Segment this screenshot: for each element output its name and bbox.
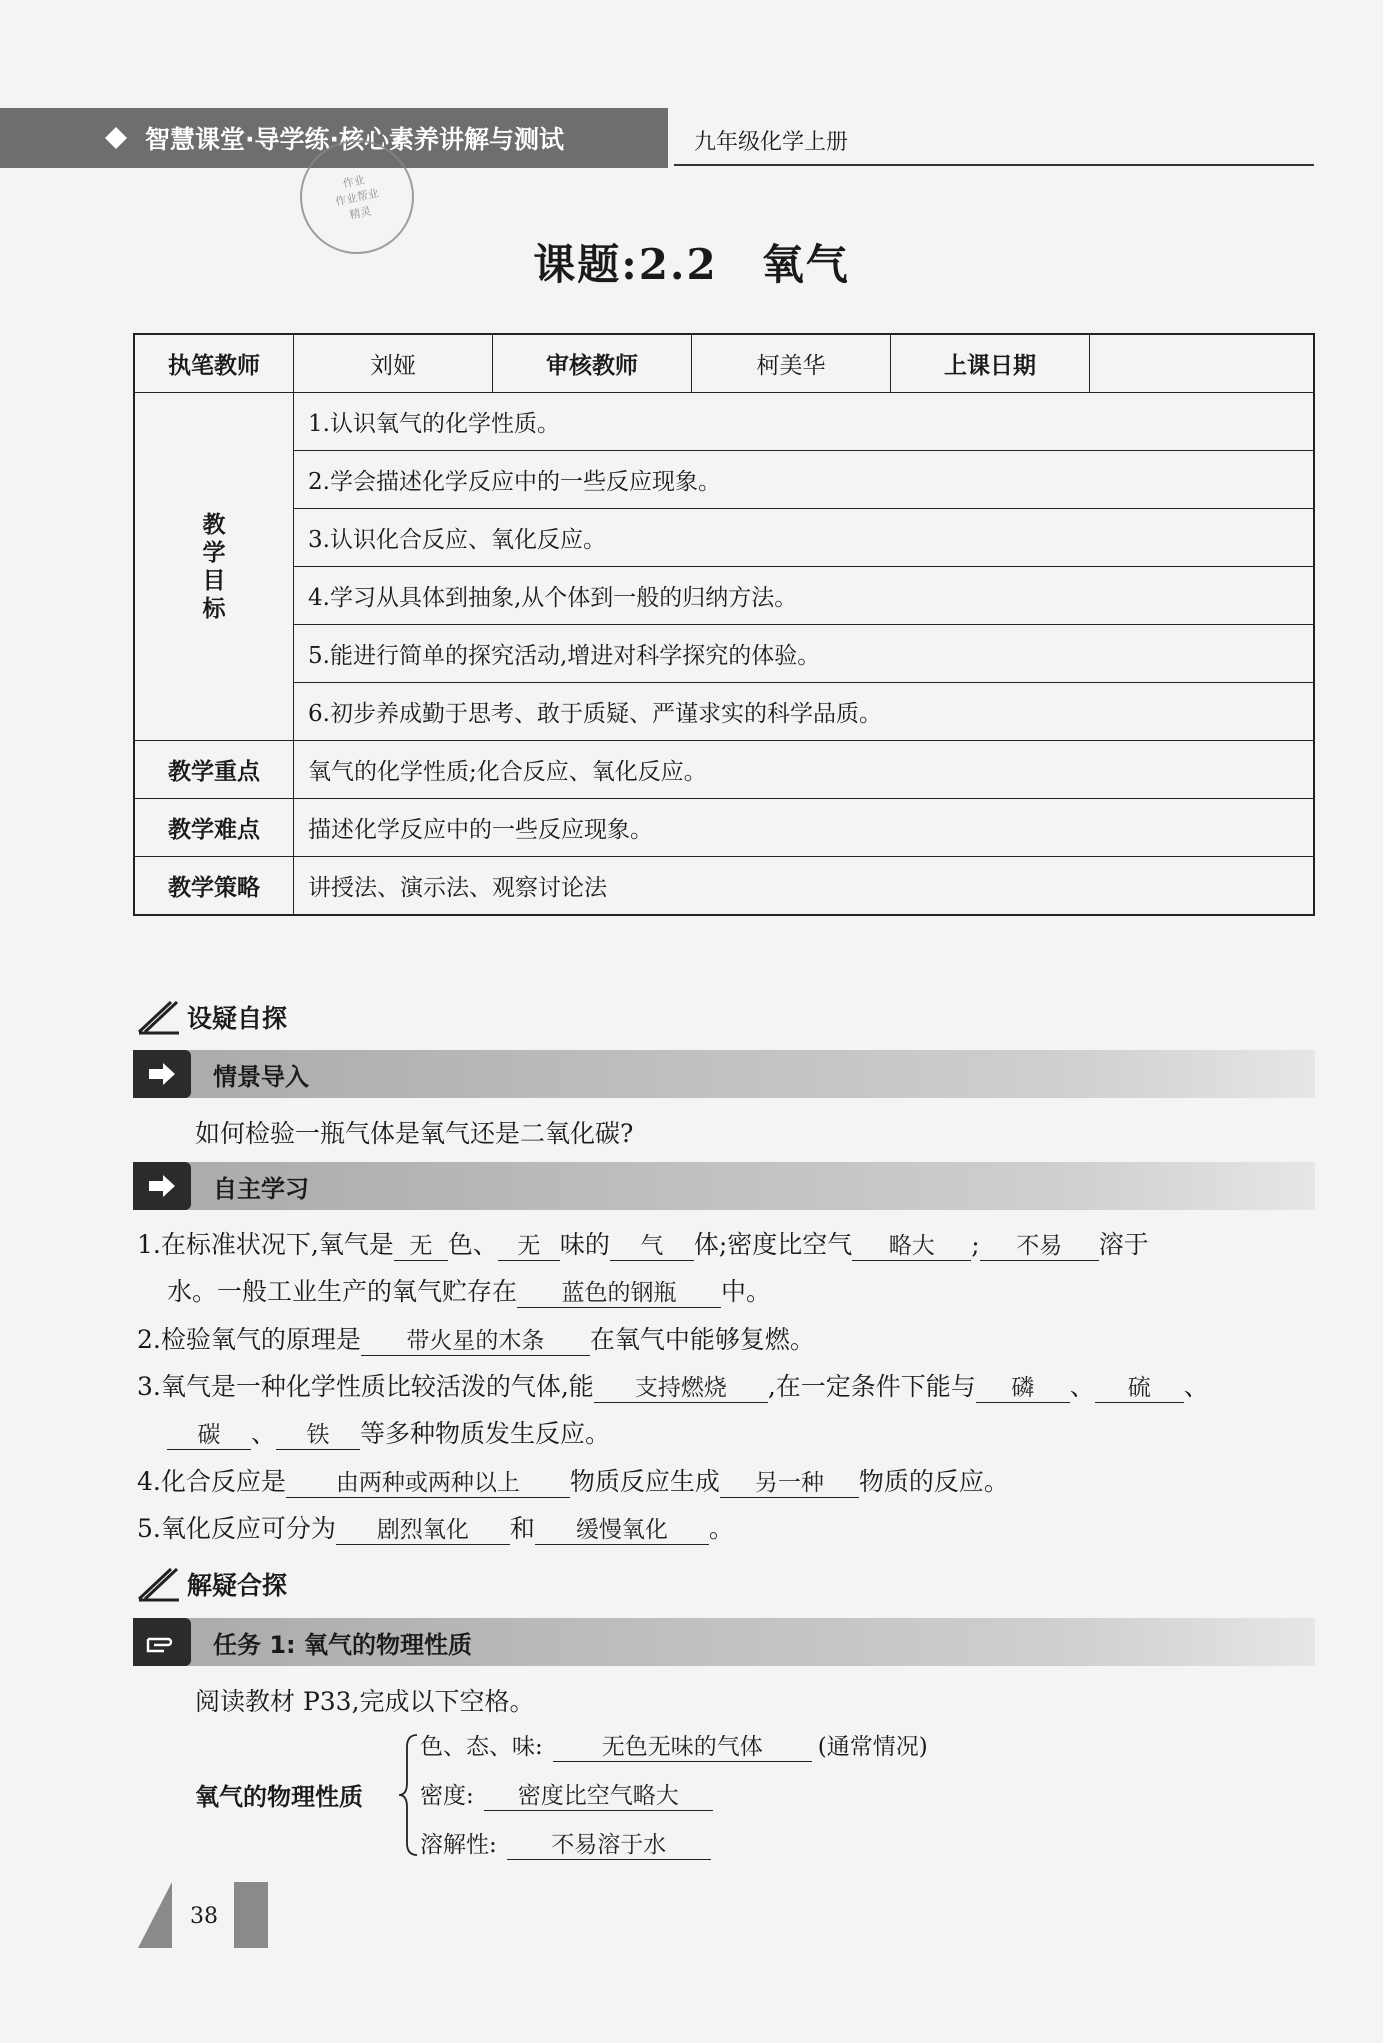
pencil-icon: [137, 998, 181, 1036]
answer-blank[interactable]: 气: [610, 1227, 694, 1261]
answer-blank[interactable]: 不易: [980, 1227, 1099, 1261]
answer-blank[interactable]: 缓慢氧化: [535, 1511, 709, 1545]
key-points-value: 氧气的化学性质;化合反应、氧化反应。: [294, 741, 1315, 799]
section-heading-solve: 解疑合探: [137, 1565, 287, 1603]
difficulty-label: 教学难点: [134, 799, 294, 857]
date-label: 上课日期: [891, 334, 1090, 393]
property-density: 密度: 密度比空气略大: [420, 1777, 713, 1811]
self-study-bar: 自主学习: [133, 1162, 1315, 1210]
goal-item: 2.学会描述化学反应中的一些反应现象。: [294, 451, 1315, 509]
answer-blank[interactable]: 硫: [1095, 1369, 1184, 1403]
read-instruction: 阅读教材 P33,完成以下空格。: [195, 1687, 535, 1716]
answer-blank[interactable]: 无色无味的气体: [553, 1728, 812, 1762]
goal-item: 6.初步养成勤于思考、敢于质疑、严谨求实的科学品质。: [294, 683, 1315, 741]
author-value: 刘娅: [294, 334, 493, 393]
task-1-bar: 任务 1: 氧气的物理性质: [133, 1618, 1315, 1666]
question-4: 4.化合反应是 由两种或两种以上 物质反应生成 另一种 物质的反应。: [137, 1462, 1009, 1498]
answer-blank[interactable]: 无: [498, 1227, 560, 1261]
arrow-right-icon: [133, 1162, 191, 1210]
goal-item: 3.认识化合反应、氧化反应。: [294, 509, 1315, 567]
strategy-value: 讲授法、演示法、观察讨论法: [294, 857, 1315, 916]
date-value: [1090, 334, 1315, 393]
brace-icon: [397, 1733, 419, 1858]
question-1: 1.在标准状况下,氧气是 无 色、 无 味的 气 体;密度比空气 略大 ; 不易 溶于: [137, 1225, 1149, 1261]
question-3: 3.氧气是一种化学性质比较活泼的气体,能 支持燃烧 ,在一定条件下能与 磷 、 硫 、: [137, 1367, 1209, 1403]
reviewer-label: 审核教师: [493, 334, 692, 393]
answer-blank[interactable]: 带火星的木条: [361, 1322, 590, 1356]
answer-blank[interactable]: 支持燃烧: [594, 1369, 768, 1403]
answer-blank[interactable]: 剧烈氧化: [336, 1511, 510, 1545]
answer-blank[interactable]: 略大: [852, 1227, 971, 1261]
answer-blank[interactable]: 碳: [167, 1416, 251, 1450]
question-3-cont: 碳 、 铁 等多种物质发生反应。: [167, 1414, 610, 1450]
diamond-icon: [105, 127, 127, 149]
pencil-icon: [137, 1565, 181, 1603]
author-label: 执笔教师: [134, 334, 294, 393]
strategy-label: 教学策略: [134, 857, 294, 916]
book-title-bar: [674, 116, 1314, 166]
answer-blank[interactable]: 另一种: [720, 1464, 859, 1498]
goal-item: 1.认识氧气的化学性质。: [294, 393, 1315, 451]
question-2: 2.检验氧气的原理是 带火星的木条 在氧气中能够复燃。: [137, 1320, 815, 1356]
book-title: 九年级化学上册: [694, 129, 849, 155]
section-heading-explore: 设疑自探: [137, 998, 287, 1036]
answer-blank[interactable]: 无: [394, 1227, 448, 1261]
page-number: 38: [190, 1904, 218, 1929]
key-points-label: 教学重点: [134, 741, 294, 799]
lesson-title: 课题:2.2 氧气: [533, 240, 850, 289]
watermark-stamp: 作业 作业帮业 精灵: [289, 129, 424, 264]
goal-item: 4.学习从具体到抽象,从个体到一般的归纳方法。: [294, 567, 1315, 625]
question-1-cont: 水。一般工业生产的氧气贮存在 蓝色的钢瓶 中。: [167, 1272, 771, 1308]
answer-blank[interactable]: 蓝色的钢瓶: [517, 1274, 721, 1308]
physical-properties-label: 氧气的物理性质: [195, 1783, 363, 1811]
arrow-right-icon: [133, 1050, 191, 1098]
reviewer-value: 柯美华: [692, 334, 891, 393]
pointing-hand-icon: [133, 1618, 191, 1666]
question-5: 5.氧化反应可分为 剧烈氧化 和 缓慢氧化 。: [137, 1509, 734, 1545]
property-color-state: 色、态、味: 无色无味的气体 (通常情况): [420, 1728, 928, 1762]
difficulty-value: 描述化学反应中的一些反应现象。: [294, 799, 1315, 857]
answer-blank[interactable]: 铁: [276, 1416, 360, 1450]
answer-blank[interactable]: 密度比空气略大: [484, 1777, 713, 1811]
lesson-info-table: [133, 333, 1315, 916]
page-number-block: [138, 1882, 273, 1948]
property-solubility: 溶解性: 不易溶于水: [420, 1826, 711, 1860]
intro-question: 如何检验一瓶气体是氧气还是二氧化碳?: [195, 1119, 634, 1148]
answer-blank[interactable]: 不易溶于水: [507, 1826, 711, 1860]
goals-label: 教 学 目 标: [134, 393, 294, 741]
series-title: 智慧课堂·导学练·核心素养讲解与测试: [145, 125, 564, 154]
goal-item: 5.能进行简单的探究活动,增进对科学探究的体验。: [294, 625, 1315, 683]
answer-blank[interactable]: 由两种或两种以上: [286, 1464, 570, 1498]
intro-bar: 情景导入: [133, 1050, 1315, 1098]
answer-blank[interactable]: 磷: [976, 1369, 1070, 1403]
